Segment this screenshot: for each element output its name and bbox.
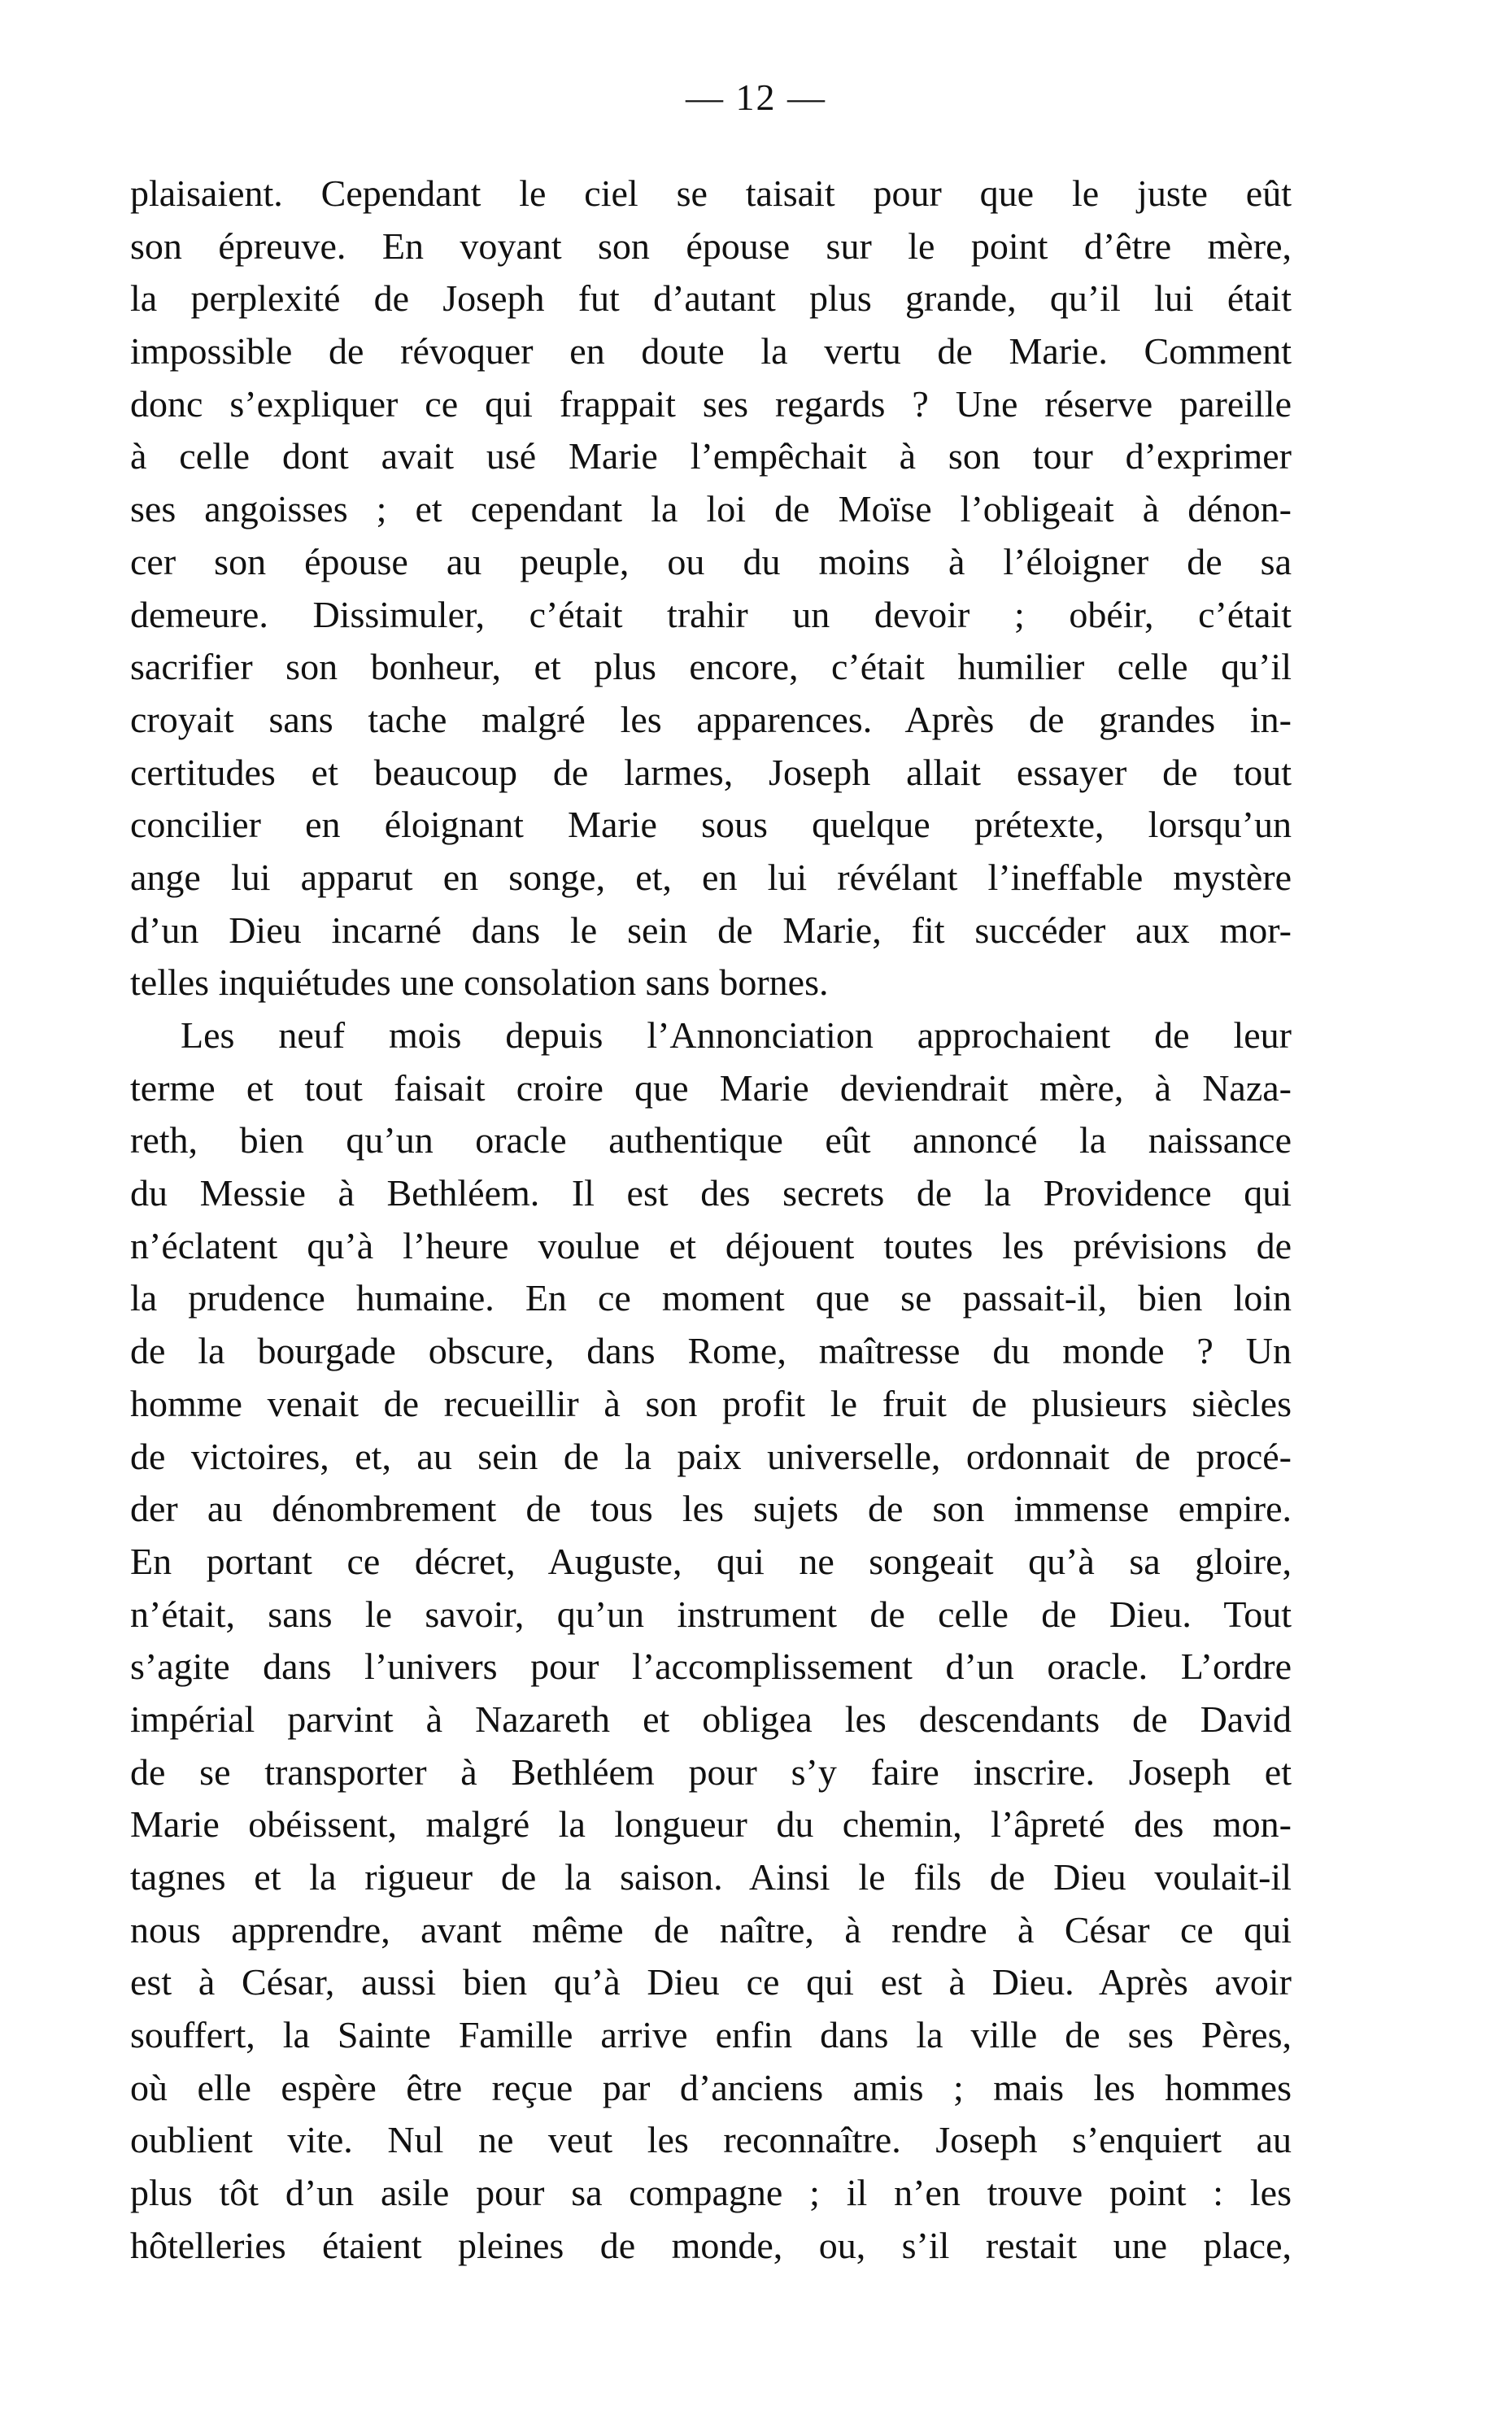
paragraph-1 bbox=[130, 168, 1292, 1009]
text-line: où elle espère être reçue par d’anciens amis ; mais les hommes bbox=[130, 2066, 1292, 2108]
text-line: nous apprendre, avant même de naître, à rendre à César ce qui bbox=[130, 1908, 1292, 1951]
text-line: der au dénombrement de tous les sujets de son immense empire. bbox=[130, 1488, 1292, 1530]
text-line: impérial parvint à Nazareth et obligea les descendants de David bbox=[130, 1698, 1292, 1740]
text-line: de se transporter à Bethléem pour s’y faire inscrire. Joseph et bbox=[130, 1750, 1292, 1793]
text-line: cer son épouse au peuple, ou du moins à l’éloigner de sa bbox=[130, 540, 1292, 582]
text-line: reth, bien qu’un oracle authentique eût annoncé la naissance bbox=[130, 1119, 1292, 1162]
text-line: certitudes et beaucoup de larmes, Joseph allait essayer de tout bbox=[130, 751, 1292, 793]
text-line: du Messie à Bethléem. Il est des secrets de la Providence qui bbox=[130, 1172, 1292, 1214]
text-line: souffert, la Sainte Famille arrive enfin dans la ville de ses Pères, bbox=[130, 2014, 1292, 2056]
text-line: tagnes et la rigueur de la saison. Ainsi le fils de Dieu voulait-il bbox=[130, 1856, 1292, 1898]
text-line: est à César, aussi bien qu’à Dieu ce qui est à Dieu. Après avoir bbox=[130, 1961, 1292, 2003]
text-line: demeure. Dissimuler, c’était trahir un devoir ; obéir, c’était bbox=[130, 593, 1292, 635]
page-number: — 12 — bbox=[686, 76, 826, 118]
text-line: n’était, sans le savoir, qu’un instrument de celle de Dieu. Tout bbox=[130, 1593, 1292, 1635]
text-line: donc s’expliquer ce qui frappait ses regards ? Une réserve pareille bbox=[130, 382, 1292, 425]
text-line: sacrifier son bonheur, et plus encore, c’était humilier celle qu’il bbox=[130, 646, 1292, 688]
body-text bbox=[130, 168, 1292, 2273]
text-line: plus tôt d’un asile pour sa compagne ; il n’en trouve point : les bbox=[130, 2172, 1292, 2214]
text-line: croyait sans tache malgré les apparences. Après de grandes in- bbox=[130, 698, 1292, 740]
paragraph-2 bbox=[130, 1009, 1292, 2273]
text-line: telles inquiétudes une consolation sans bornes. bbox=[130, 961, 829, 1004]
text-line: d’un Dieu incarné dans le sein de Marie, fit succéder aux mor- bbox=[130, 909, 1292, 951]
text-line: Les neuf mois depuis l’Annonciation approchaient de leur bbox=[181, 1014, 1292, 1056]
text-line: ses angoisses ; et cependant la loi de Moïse l’obligeait à dénon- bbox=[130, 488, 1292, 530]
text-line: Marie obéissent, malgré la longueur du chemin, l’âpreté des mon- bbox=[130, 1803, 1292, 1846]
text-line: oublient vite. Nul ne veut les reconnaître. Joseph s’enquiert au bbox=[130, 2119, 1292, 2161]
text-line: concilier en éloignant Marie sous quelque prétexte, lorsqu’un bbox=[130, 804, 1292, 846]
text-line: s’agite dans l’univers pour l’accomplissement d’un oracle. L’ordre bbox=[130, 1646, 1292, 1688]
text-line: homme venait de recueillir à son profit le fruit de plusieurs siècles bbox=[130, 1382, 1292, 1424]
text-line: la perplexité de Joseph fut d’autant plus grande, qu’il lui était bbox=[130, 277, 1292, 320]
text-line: terme et tout faisait croire que Marie deviendrait mère, à Naza- bbox=[130, 1066, 1292, 1109]
text-line: impossible de révoquer en doute la vertu de Marie. Comment bbox=[130, 330, 1292, 373]
text-line: de la bourgade obscure, dans Rome, maîtresse du monde ? Un bbox=[130, 1330, 1292, 1372]
text-line: plaisaient. Cependant le ciel se taisait pour que le juste eût bbox=[130, 172, 1292, 214]
text-line: hôtelleries étaient pleines de monde, ou, s’il restait une place, bbox=[130, 2224, 1292, 2266]
text-line: de victoires, et, au sein de la paix universelle, ordonnait de procé- bbox=[130, 1435, 1292, 1477]
text-line: En portant ce décret, Auguste, qui ne songeait qu’à sa gloire, bbox=[130, 1540, 1292, 1582]
text-line: la prudence humaine. En ce moment que se passait-il, bien loin bbox=[130, 1277, 1292, 1319]
text-line: ange lui apparut en songe, et, en lui révélant l’ineffable mystère bbox=[130, 856, 1292, 898]
text-line: à celle dont avait usé Marie l’empêchait à son tour d’exprimer bbox=[130, 435, 1292, 477]
text-line: n’éclatent qu’à l’heure voulue et déjouent toutes les prévisions de bbox=[130, 1224, 1292, 1266]
text-line: son épreuve. En voyant son épouse sur le point d’être mère, bbox=[130, 224, 1292, 267]
